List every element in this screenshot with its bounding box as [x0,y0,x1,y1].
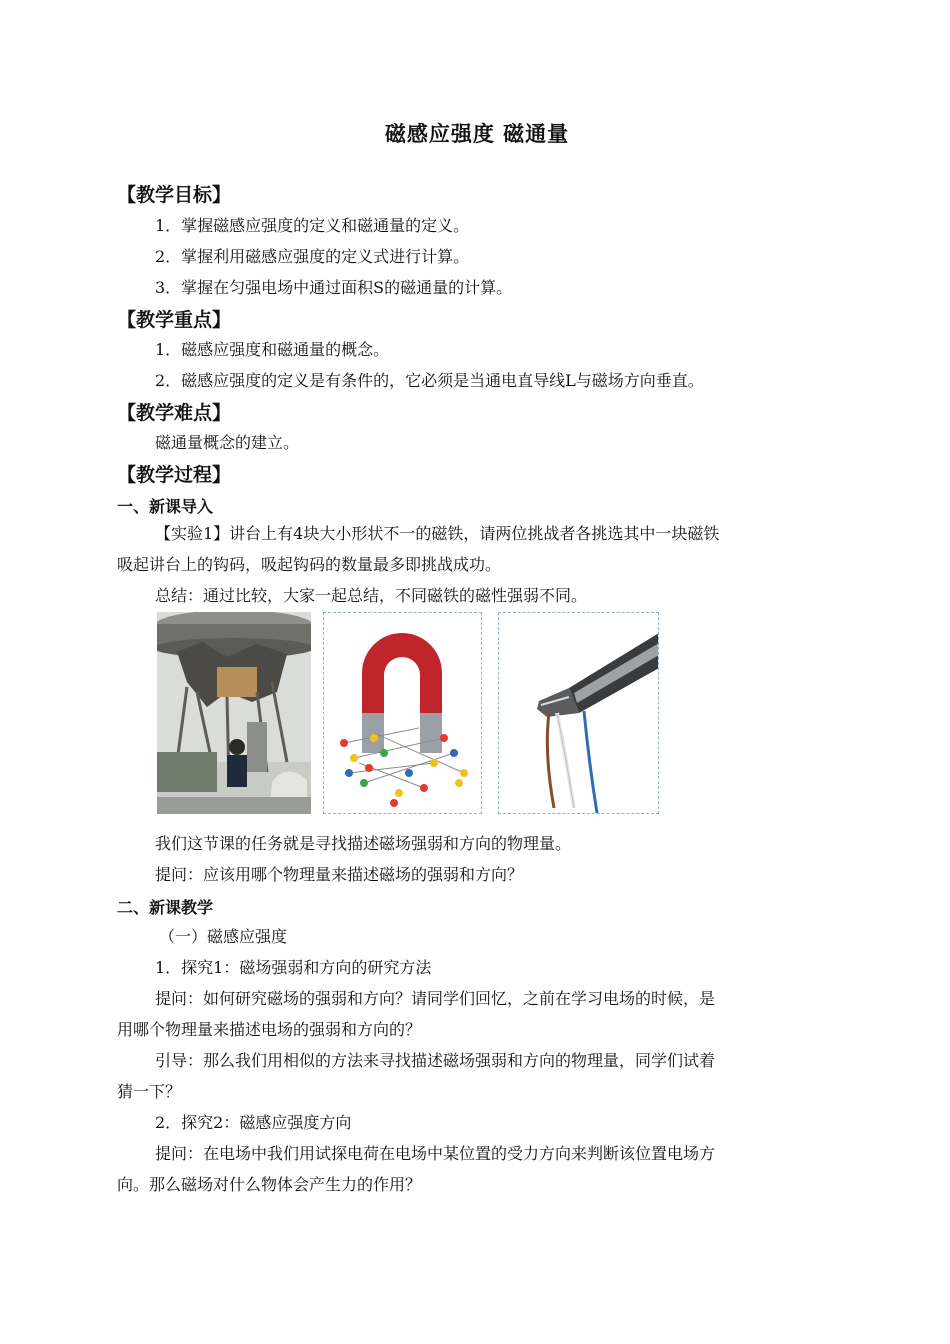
goal-item-1: 1．掌握磁感应强度的定义和磁通量的定义。 [155,216,470,235]
inquiry-1-text: 1．探究1：磁场强弱和方向的研究方法 [155,958,432,977]
summary-text: 总结：通过比较，大家一起总结，不同磁铁的磁性强弱不同。 [155,586,588,605]
electromagnet-crane-photo [157,612,311,814]
guide-line-2: 猜一下？ [117,1082,182,1101]
page-title: 磁感应强度 磁通量 [384,122,570,146]
key-point-item-2: 2．磁感应强度的定义是有条件的，它必须是当通电直导线L与磁场方向垂直。 [155,371,704,390]
question-text: 提问：应该用哪个物理量来描述磁场的强弱和方向？ [155,865,524,884]
task-text: 我们这节课的任务就是寻找描述磁场强弱和方向的物理量。 [155,834,572,853]
goal-item-3: 3．掌握在匀强电场中通过面积S的磁通量的计算。 [155,278,513,297]
question-1-line-1: 提问：如何研究磁场的强弱和方向？请同学们回忆，之前在学习电场的时候，是 [155,989,716,1008]
key-point-item-1: 1．磁感应强度和磁通量的概念。 [155,340,390,359]
question-2-line-2: 向。那么磁场对什么物体会产生力的作用？ [117,1175,422,1194]
horseshoe-magnet-photo [323,612,482,814]
experiment-line-1: 【实验1】讲台上有4块大小形状不一的磁铁，请两位挑战者各挑选其中一块磁铁 [155,524,720,543]
screwdriver-wires-photo [498,612,659,814]
question-1-line-2: 用哪个物理量来描述电场的强弱和方向的？ [117,1020,422,1039]
inquiry-2-text: 2．探究2：磁感应强度方向 [155,1113,352,1132]
subsection-magnetic-induction: （一）磁感应强度 [159,927,288,946]
part1-heading: 一、新课导入 [117,497,214,516]
part2-heading: 二、新课教学 [117,898,214,917]
goals-heading: 【教学目标】 [117,184,232,206]
experiment-line-2: 吸起讲台上的钩码，吸起钩码的数量最多即挑战成功。 [117,555,502,574]
process-heading: 【教学过程】 [117,464,232,486]
difficulties-heading: 【教学难点】 [117,402,232,424]
key-points-heading: 【教学重点】 [117,309,232,331]
question-2-line-1: 提问：在电场中我们用试探电荷在电场中某位置的受力方向来判断该位置电场方 [155,1144,716,1163]
goal-item-2: 2．掌握利用磁感应强度的定义式进行计算。 [155,247,470,266]
guide-line-1: 引导：那么我们用相似的方法来寻找描述磁场强弱和方向的物理量，同学们试着 [155,1051,716,1070]
difficulties-text: 磁通量概念的建立。 [155,433,300,452]
magnet-photos [157,612,659,814]
